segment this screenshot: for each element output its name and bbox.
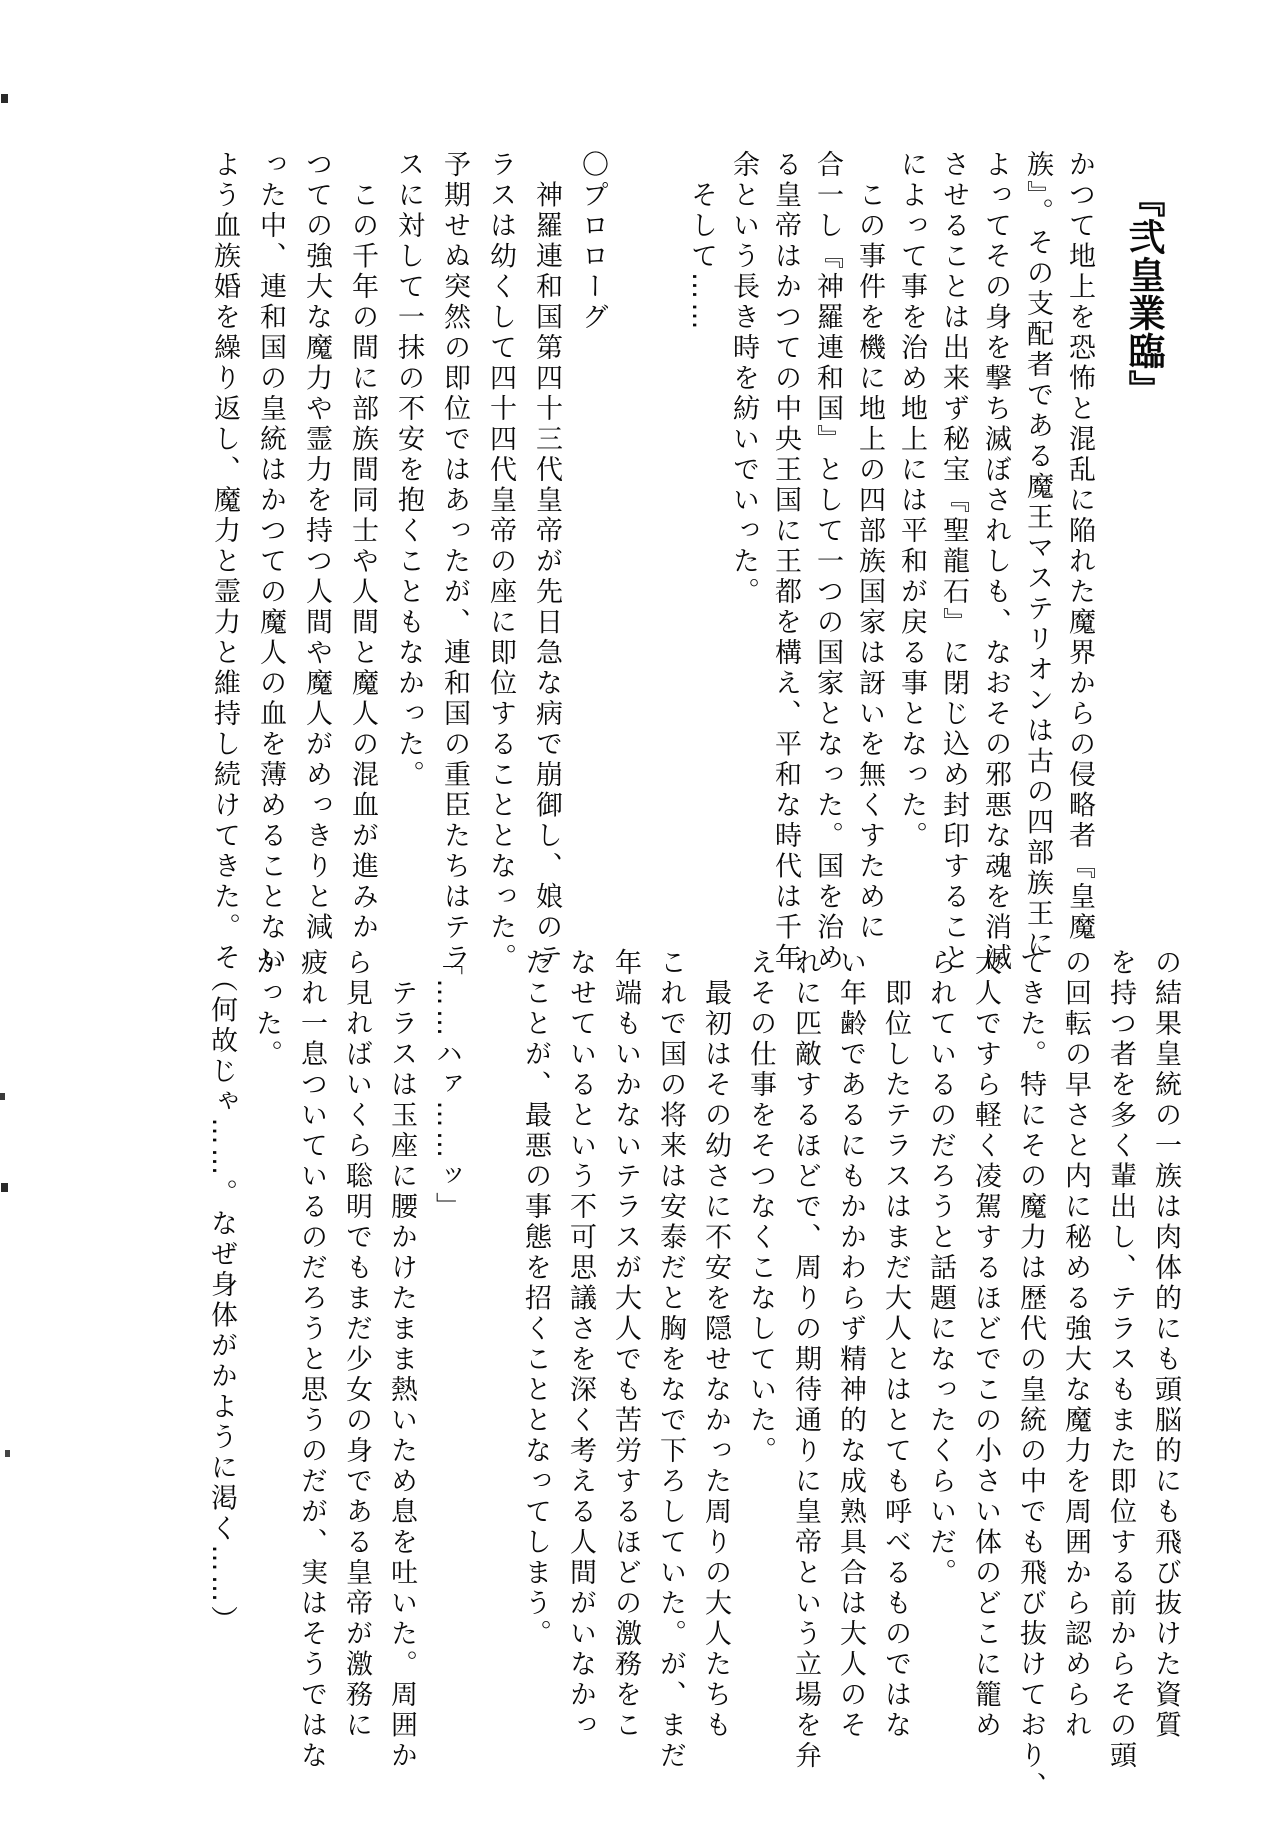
- text-column: つての強大な魔力や霊力を持つ人間や魔人がめっきりと減: [301, 150, 332, 943]
- text-column: この事件を機に地上の四部族国家は訝いを無くすために: [854, 150, 885, 943]
- text-column: 族』。その支配者である魔王マステリオンは古の四部族王に: [1022, 150, 1053, 960]
- text-column: られているのだろうと話題になったくらいだ。: [925, 948, 956, 1589]
- upper-text-block: [201, 150, 1168, 974]
- text-column: 即位したテラスはまだ大人とはとても呼べるものではな: [880, 948, 911, 1741]
- text-column: 余という長き時を紡いでいった。: [728, 150, 759, 608]
- text-column: よってその身を撃ち滅ぼされしも、なおその邪悪な魂を消滅: [980, 150, 1011, 974]
- text-column: 大人ですら軽く凌駕するほどでこの小さい体のどこに籠め: [970, 948, 1001, 1741]
- text-column: 最初はその幼さに不安を隠せなかった周りの大人たちも: [700, 948, 731, 1741]
- text-column: テラスは玉座に腰かけたまま熱いため息を吐いた。周囲か: [386, 948, 417, 1772]
- text-column: ラスは幼くして四十四代皇帝の座に即位することとなった。: [485, 150, 516, 974]
- text-column: の回転の早さと内に秘める強大な魔力を周囲から認められ: [1060, 948, 1091, 1741]
- text-column: 疲れ一息ついているのだろうと思うのだが、実はそうではな: [296, 948, 327, 1772]
- text-column: い年齢であるにもかかわらず精神的な成熟具合は大人のそ: [835, 948, 866, 1741]
- scan-speck: [0, 0, 5, 7]
- text-column: これで国の将来は安泰だと胸をなで下ろしていた。が、まだ: [655, 948, 686, 1772]
- text-column: かった。: [251, 948, 282, 1070]
- text-column: えその仕事をそつなくこなしていた。: [745, 948, 776, 1467]
- text-column: を持つ者を多く輩出し、テラスもまた即位する前からその頭: [1105, 948, 1136, 1772]
- text-column: そして……: [686, 150, 717, 333]
- text-column: スに対して一抹の不安を抱くこともなかった。: [393, 150, 424, 791]
- prologue-heading: 〇プロローグ: [577, 150, 608, 333]
- text-column: なせているという不可思議さを深く考える人間がいなかっ: [565, 948, 596, 1741]
- text-column: 合一し『神羅連和国』として一つの国家となった。国を治め: [812, 150, 843, 974]
- text-column: させることは出来ず秘宝『聖龍石』に閉じ込め封印すること: [938, 150, 969, 974]
- story-title: 『弐皇業臨』: [1122, 180, 1165, 408]
- text-column: この千年の間に部族間同士や人間と魔人の混血が進みか: [347, 150, 378, 943]
- text-column: てきた。特にその魔力は歴代の皇統の中でも飛び抜けており、: [1015, 948, 1046, 1802]
- text-column: 神羅連和国第四十三代皇帝が先日急な病で崩御し、娘のテ: [531, 150, 562, 974]
- text-column: る皇帝はかつての中央王国に王都を構え、平和な時代は千年: [770, 150, 801, 974]
- text-column: の結果皇統の一族は肉体的にも頭脳的にも飛び抜けた資質: [1150, 948, 1181, 1741]
- text-column: 予期せぬ突然の即位ではあったが、連和国の重臣たちはテラ: [439, 150, 470, 974]
- text-column: れに匹敵するほどで、周りの期待通りに皇帝という立場を弁: [790, 948, 821, 1772]
- text-column: 年端もいかないテラスが大人でも苦労するほどの激務をこ: [610, 948, 641, 1741]
- text-column: よう血族婚を繰り返し、魔力と霊力と維持し続けてきた。そ: [209, 150, 240, 974]
- text-column: ら見ればいくら聡明でもまだ少女の身である皇帝が激務に: [341, 948, 372, 1741]
- text-column: かつて地上を恐怖と混乱に陥れた魔界からの侵略者『皇魔: [1064, 150, 1095, 943]
- text-column: たことが、最悪の事態を招くこととなってしまう。: [520, 948, 551, 1650]
- thought-column: （何故じゃ……。なぜ身体がかように渇く……）: [206, 948, 237, 1636]
- text-column: った中、連和国の皇統はかつての魔人の血を薄めることない: [255, 150, 286, 974]
- lower-text-block: [199, 948, 1188, 1802]
- dialogue-column: 「……ハァ……ッ」: [431, 948, 462, 1223]
- text-column: によって事を治め地上には平和が戻る事となった。: [896, 150, 927, 852]
